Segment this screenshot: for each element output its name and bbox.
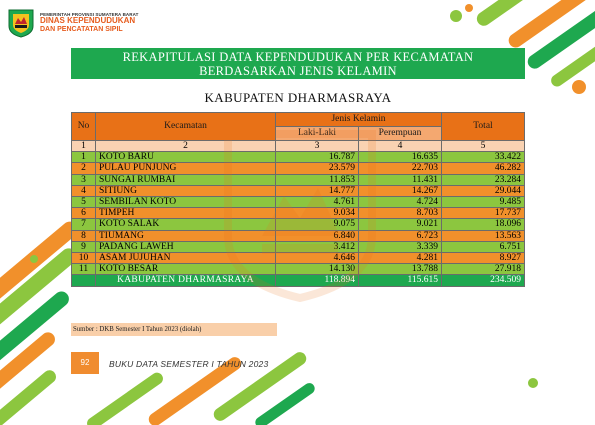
kecamatan-name: PADANG LAWEH bbox=[96, 241, 276, 252]
column-number: 2 bbox=[96, 141, 276, 152]
row-number: 5 bbox=[72, 197, 96, 208]
female-count: 4.281 bbox=[359, 253, 442, 264]
kecamatan-name: SEMBILAN KOTO bbox=[96, 197, 276, 208]
male-count: 3.412 bbox=[276, 241, 359, 252]
org-sub-label: DAN PENCATATAN SIPIL bbox=[40, 25, 123, 33]
female-count: 22.703 bbox=[359, 163, 442, 174]
total-male: 118.894 bbox=[276, 275, 359, 286]
total-count: 23.284 bbox=[442, 174, 525, 185]
male-count: 4.761 bbox=[276, 197, 359, 208]
row-number: 4 bbox=[72, 185, 96, 196]
kecamatan-name: TIMPEH bbox=[96, 208, 276, 219]
page-number: 92 bbox=[71, 352, 99, 374]
row-number: 9 bbox=[72, 241, 96, 252]
kecamatan-name: KOTO BESAR bbox=[96, 264, 276, 275]
kecamatan-name: KOTO SALAK bbox=[96, 219, 276, 230]
total-count: 29.044 bbox=[442, 185, 525, 196]
kecamatan-name: PULAU PUNJUNG bbox=[96, 163, 276, 174]
shield-logo-icon bbox=[8, 8, 34, 38]
page-title bbox=[71, 48, 525, 79]
kecamatan-name: SITIUNG bbox=[96, 185, 276, 196]
org-main-label: DINAS KEPENDUDUKAN bbox=[40, 16, 136, 26]
header-no: No bbox=[72, 113, 96, 141]
total-count: 8.927 bbox=[442, 253, 525, 264]
row-number: 7 bbox=[72, 219, 96, 230]
male-count: 14.130 bbox=[276, 264, 359, 275]
source-note: Sumber : DKB Semester I Tahun 2023 (diolah) bbox=[71, 323, 277, 336]
row-number: 1 bbox=[72, 152, 96, 163]
total-all: 234.509 bbox=[442, 275, 525, 286]
total-count: 18.096 bbox=[442, 219, 525, 230]
male-count: 11.853 bbox=[276, 174, 359, 185]
title-line-2: BERDASARKAN JENIS KELAMIN bbox=[199, 64, 397, 78]
header-jenis-kelamin: Jenis Kelamin bbox=[276, 113, 442, 127]
kecamatan-name: SUNGAI RUMBAI bbox=[96, 174, 276, 185]
header-logo bbox=[8, 8, 138, 38]
row-number: 3 bbox=[72, 174, 96, 185]
total-female: 115.615 bbox=[359, 275, 442, 286]
female-count: 6.723 bbox=[359, 230, 442, 241]
total-count: 33.422 bbox=[442, 152, 525, 163]
header-laki-laki: Laki-Laki bbox=[276, 127, 359, 141]
column-number: 4 bbox=[359, 141, 442, 152]
row-number: 6 bbox=[72, 208, 96, 219]
male-count: 14.777 bbox=[276, 185, 359, 196]
total-count: 46.282 bbox=[442, 163, 525, 174]
male-count: 9.075 bbox=[276, 219, 359, 230]
female-count: 4.724 bbox=[359, 197, 442, 208]
row-number: 10 bbox=[72, 253, 96, 264]
watermark-emblem-icon bbox=[222, 126, 378, 302]
row-number: 2 bbox=[72, 163, 96, 174]
kecamatan-name: KOTO BARU bbox=[96, 152, 276, 163]
male-count: 16.787 bbox=[276, 152, 359, 163]
male-count: 4.646 bbox=[276, 253, 359, 264]
book-title: BUKU DATA SEMESTER I TAHUN 2023 bbox=[109, 359, 269, 369]
male-count: 6.840 bbox=[276, 230, 359, 241]
male-count: 9.034 bbox=[276, 208, 359, 219]
header-total: Total bbox=[442, 113, 525, 141]
row-number: 8 bbox=[72, 230, 96, 241]
column-number: 3 bbox=[276, 141, 359, 152]
total-label: KABUPATEN DHARMASRAYA bbox=[96, 275, 276, 286]
female-count: 14.267 bbox=[359, 185, 442, 196]
female-count: 16.635 bbox=[359, 152, 442, 163]
female-count: 11.431 bbox=[359, 174, 442, 185]
female-count: 8.703 bbox=[359, 208, 442, 219]
female-count: 9.021 bbox=[359, 219, 442, 230]
total-count: 9.485 bbox=[442, 197, 525, 208]
total-count: 17.737 bbox=[442, 208, 525, 219]
org-top-label: PEMERINTAH PROVINSI SUMATERA BARAT bbox=[40, 11, 139, 17]
row-number: 11 bbox=[72, 264, 96, 275]
header-perempuan: Perempuan bbox=[359, 127, 442, 141]
region-subtitle: KABUPATEN DHARMASRAYA bbox=[204, 90, 392, 105]
male-count: 23.579 bbox=[276, 163, 359, 174]
header-kecamatan: Kecamatan bbox=[96, 113, 276, 141]
female-count: 13.788 bbox=[359, 264, 442, 275]
total-count: 13.563 bbox=[442, 230, 525, 241]
female-count: 3.339 bbox=[359, 241, 442, 252]
title-line-1: REKAPITULASI DATA KEPENDUDUKAN PER KECAMATAN bbox=[122, 50, 474, 64]
kecamatan-name: TIUMANG bbox=[96, 230, 276, 241]
total-count: 27.918 bbox=[442, 264, 525, 275]
column-number: 1 bbox=[72, 141, 96, 152]
total-count: 6.751 bbox=[442, 241, 525, 252]
column-number: 5 bbox=[442, 141, 525, 152]
kecamatan-name: ASAM JUJUHAN bbox=[96, 253, 276, 264]
